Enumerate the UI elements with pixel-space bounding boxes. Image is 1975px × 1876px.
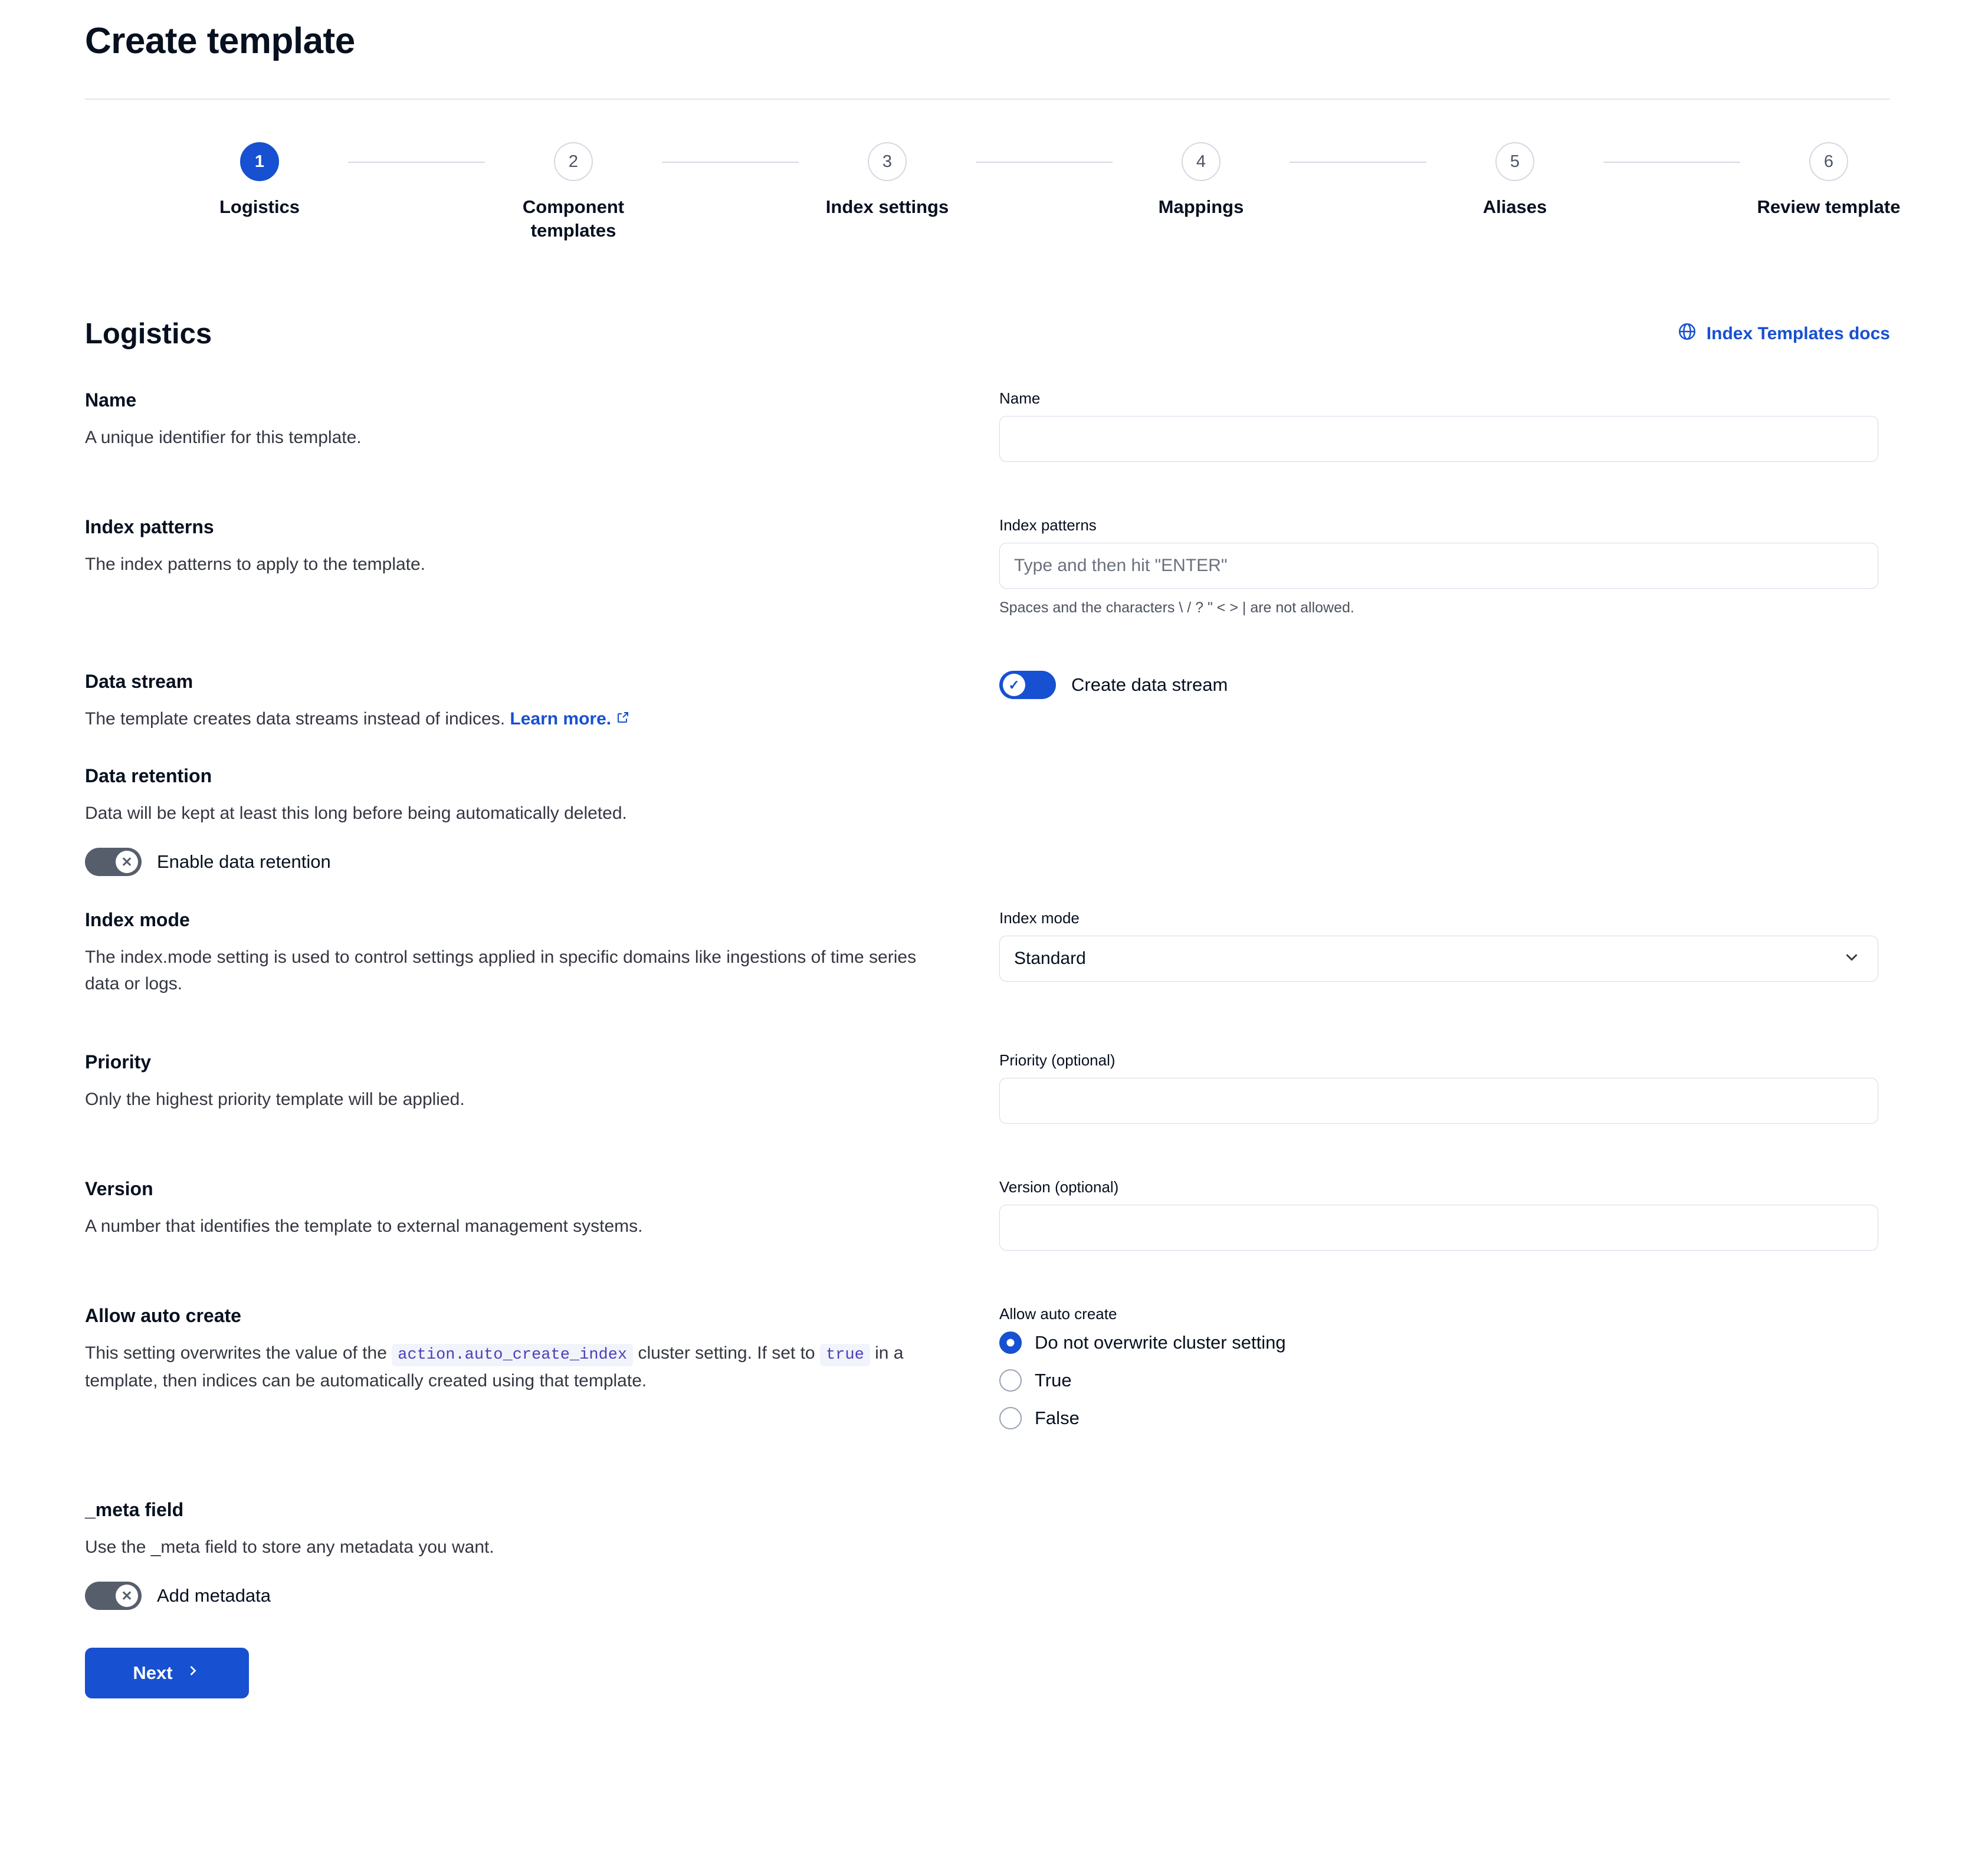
data-stream-title: Data stream <box>85 671 193 693</box>
allow-auto-create-input-label: Allow auto create <box>999 1305 1117 1323</box>
index-patterns-helper: Spaces and the characters \ / ? " < > | are not allowed. <box>999 599 1354 616</box>
index-templates-docs-link[interactable] <box>1677 322 1890 346</box>
data-stream-description <box>85 706 934 732</box>
step-3-label: Index settings <box>825 196 949 217</box>
radio-true-label: True <box>1035 1370 1072 1391</box>
step-connector <box>348 162 485 163</box>
step-3-index-settings[interactable] <box>799 142 976 219</box>
chevron-right-icon <box>185 1662 201 1684</box>
create-data-stream-toggle[interactable] <box>999 671 1056 699</box>
step-1-logistics[interactable] <box>171 142 348 219</box>
data-retention-title: Data retention <box>85 765 212 787</box>
field-meta <box>85 1499 1890 1698</box>
step-3-number: 3 <box>868 142 907 181</box>
meta-field-title: _meta field <box>85 1499 184 1521</box>
version-input[interactable] <box>999 1205 1878 1251</box>
field-name <box>85 389 1890 462</box>
data-stream-description-text: The template creates data streams instead of indices. <box>85 709 506 729</box>
index-patterns-input-label: Index patterns <box>999 516 1097 534</box>
step-1-label: Logistics <box>219 196 300 217</box>
radio-false-label: False <box>1035 1408 1080 1429</box>
priority-input[interactable] <box>999 1078 1878 1124</box>
index-mode-input-label: Index mode <box>999 909 1080 927</box>
step-connector <box>1290 162 1426 163</box>
step-1-number: 1 <box>240 142 279 181</box>
field-data-retention <box>85 765 1890 876</box>
step-connector <box>662 162 799 163</box>
help-circle-icon <box>1677 322 1697 346</box>
field-index-patterns <box>85 516 1890 616</box>
allow-auto-create-title: Allow auto create <box>85 1305 241 1327</box>
meta-field-description: Use the _meta field to store any metadata you want. <box>85 1537 494 1557</box>
step-4-label: Mappings <box>1158 196 1244 217</box>
step-5-label: Aliases <box>1482 196 1547 217</box>
index-patterns-input[interactable] <box>999 543 1878 589</box>
priority-input-label: Priority (optional) <box>999 1051 1116 1070</box>
create-data-stream-label: Create data stream <box>1071 674 1228 696</box>
index-mode-title: Index mode <box>85 909 190 931</box>
step-connector <box>976 162 1113 163</box>
step-4-mappings[interactable] <box>1113 142 1290 219</box>
step-6-number: 6 <box>1809 142 1848 181</box>
step-5-number: 5 <box>1495 142 1534 181</box>
field-data-stream <box>85 671 1890 732</box>
add-metadata-label: Add metadata <box>157 1585 271 1606</box>
index-patterns-description: The index patterns to apply to the template. <box>85 555 426 575</box>
allow-auto-create-code-true: true <box>820 1344 870 1366</box>
allow-auto-create-desc-part3: in a template, then indices can be automatically created using that template. <box>85 1343 904 1390</box>
field-version <box>85 1178 1890 1251</box>
section-header <box>85 317 1890 350</box>
allow-auto-create-code-setting: action.auto_create_index <box>392 1344 633 1366</box>
allow-auto-create-desc-part2: cluster setting. If set to <box>638 1343 815 1363</box>
allow-auto-create-radio-group <box>999 1331 1890 1429</box>
index-templates-docs-label: Index Templates docs <box>1706 324 1890 344</box>
name-description: A unique identifier for this template. <box>85 428 362 448</box>
allow-auto-create-description <box>85 1340 934 1394</box>
allow-auto-create-desc-part1: This setting overwrites the value of the <box>85 1343 387 1363</box>
enable-data-retention-toggle-row <box>85 848 934 876</box>
add-metadata-toggle[interactable] <box>85 1582 142 1610</box>
version-title: Version <box>85 1178 153 1200</box>
page-title: Create template <box>85 21 355 61</box>
step-2-label: Component templates <box>522 196 625 241</box>
field-allow-auto-create <box>85 1305 1890 1445</box>
radio-do-not-overwrite[interactable] <box>999 1331 1022 1354</box>
section-title: Logistics <box>85 318 212 350</box>
index-patterns-title: Index patterns <box>85 516 214 538</box>
radio-false[interactable] <box>999 1407 1022 1429</box>
step-4-number: 4 <box>1182 142 1221 181</box>
name-input-label: Name <box>999 389 1041 408</box>
priority-description: Only the highest priority template will be applied. <box>85 1090 465 1110</box>
version-input-label: Version (optional) <box>999 1178 1119 1196</box>
radio-option-true[interactable] <box>999 1369 1890 1392</box>
index-mode-select[interactable] <box>999 936 1878 982</box>
enable-data-retention-toggle[interactable] <box>85 848 142 876</box>
next-button-label: Next <box>133 1662 173 1684</box>
version-description: A number that identifies the template to external management systems. <box>85 1216 643 1237</box>
step-connector <box>1603 162 1740 163</box>
name-title: Name <box>85 389 137 411</box>
index-mode-description: The index.mode setting is used to control settings applied in specific domains like ingestions of time series data or logs. <box>85 947 917 994</box>
toggle-knob-cross-icon: ✕ <box>116 851 138 873</box>
field-priority <box>85 1051 1890 1124</box>
title-divider <box>85 99 1890 100</box>
field-index-mode <box>85 909 1890 997</box>
add-metadata-toggle-row <box>85 1582 934 1610</box>
toggle-knob-check-icon: ✓ <box>1003 674 1025 696</box>
step-6-review-template[interactable] <box>1740 142 1917 219</box>
logistics-form <box>85 389 1890 1698</box>
external-link-icon <box>616 709 630 729</box>
step-2-component-templates[interactable] <box>485 142 662 242</box>
radio-option-false[interactable] <box>999 1407 1890 1429</box>
step-2-number: 2 <box>554 142 593 181</box>
priority-title: Priority <box>85 1051 152 1073</box>
next-button[interactable] <box>85 1648 249 1698</box>
radio-true[interactable] <box>999 1369 1022 1392</box>
radio-option-do-not-overwrite[interactable] <box>999 1331 1890 1354</box>
step-6-label: Review template <box>1757 196 1901 217</box>
create-data-stream-toggle-row <box>999 671 1890 699</box>
data-stream-learn-more-link[interactable]: Learn more. <box>510 709 612 729</box>
name-input[interactable] <box>999 416 1878 462</box>
data-retention-description: Data will be kept at least this long before being automatically deleted. <box>85 803 627 824</box>
step-5-aliases[interactable] <box>1426 142 1603 219</box>
radio-do-not-overwrite-label: Do not overwrite cluster setting <box>1035 1332 1286 1353</box>
toggle-knob-cross-icon: ✕ <box>116 1585 138 1607</box>
enable-data-retention-label: Enable data retention <box>157 851 331 873</box>
step-indicator <box>171 142 1917 242</box>
